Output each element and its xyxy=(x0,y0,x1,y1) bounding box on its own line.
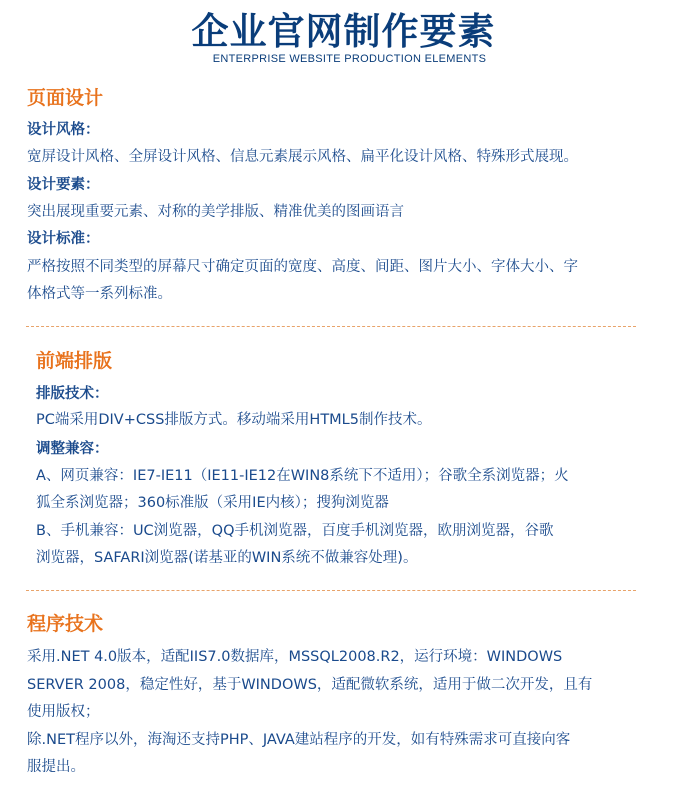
program-line4: 除.NET程序以外，海淘还支持PHP、JAVA建站程序的开发，如有特殊需求可直接向客 xyxy=(27,732,571,748)
program-line5: 服提出。 xyxy=(27,759,85,775)
section-divider xyxy=(26,590,636,591)
design-standard-label: 设计标准： xyxy=(27,231,100,247)
design-elements-label: 设计要素： xyxy=(27,177,100,193)
frontend-tech-text: PC端采用DIV+CSS排版方式。移动端采用HTML5制作技术。 xyxy=(36,412,432,428)
frontend-compat-b-line2: 浏览器，SAFARI浏览器(诺基亚的WIN系统不做兼容处理)。 xyxy=(36,550,418,566)
design-standard-line1: 严格按照不同类型的屏幕尺寸确定页面的宽度、高度、间距、图片大小、字体大小、字 xyxy=(27,259,578,275)
design-elements-text: 突出展现重要元素、对称的美学排版、精准优美的图画语言 xyxy=(27,204,404,220)
program-line2: SERVER 2008，稳定性好，基于WINDOWS，适配微软系统，适用于做二次开发，且有 xyxy=(27,677,593,693)
design-style-label: 设计风格： xyxy=(27,122,100,138)
section-title-program: 程序技术 xyxy=(27,613,104,635)
frontend-compat-b-line1: B、手机兼容：UC浏览器，QQ手机浏览器，百度手机浏览器，欧朋浏览器，谷歌 xyxy=(36,523,554,539)
section-title-design: 页面设计 xyxy=(27,87,104,109)
frontend-compat-a-line2: 狐全系浏览器；360标准版（采用IE内核）；搜狗浏览器 xyxy=(36,495,389,511)
page-subtitle: ENTERPRISE WEBSITE PRODUCTION ELEMENTS xyxy=(212,53,487,65)
page-title: 企业官网制作要素 xyxy=(191,9,496,53)
section-divider xyxy=(26,326,636,327)
design-style-text: 宽屏设计风格、全屏设计风格、信息元素展示风格、扁平化设计风格、特殊形式展现。 xyxy=(27,149,578,165)
program-line3: 使用版权； xyxy=(27,704,100,720)
frontend-compat-a-line1: A、网页兼容：IE7-IE11（IE11-IE12在WIN8系统下不适用）；谷歌全系浏览器；火 xyxy=(36,468,569,484)
design-standard-line2: 体格式等一系列标准。 xyxy=(27,286,172,302)
section-title-frontend: 前端排版 xyxy=(36,350,113,372)
frontend-tech-label: 排版技术： xyxy=(36,386,109,402)
page-header xyxy=(0,8,687,65)
frontend-compat-label: 调整兼容： xyxy=(36,441,109,457)
program-line1: 采用.NET 4.0版本，适配IIS7.0数据库，MSSQL2008.R2，运行环境：WINDOWS xyxy=(27,649,563,665)
